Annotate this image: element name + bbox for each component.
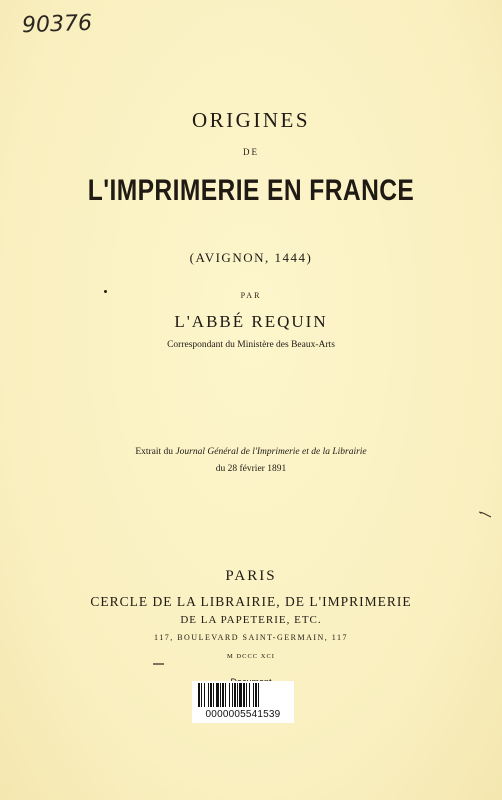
barcode-bar: [255, 683, 257, 707]
barcode-bar: [225, 683, 226, 707]
extract-date: du 28 février 1891: [215, 464, 287, 474]
journal-title: Journal Général de l'Imprimerie et de la Librairie: [175, 447, 367, 457]
imprint-place: PARIS: [225, 568, 277, 584]
title-line-origines: ORIGINES: [192, 108, 310, 132]
extract-prefix: Extrait du: [135, 447, 176, 457]
barcode-bar: [249, 683, 250, 707]
barcode-bar: [216, 683, 219, 707]
subtitle: (AVIGNON, 1444): [189, 250, 313, 265]
extract-note: [0, 447, 502, 457]
barcode-bar: [243, 683, 245, 707]
barcode-bar: [201, 683, 202, 707]
barcode-bar: [258, 683, 259, 707]
barcode-number: 0000005541539: [205, 709, 281, 720]
barcode-bar: [246, 683, 247, 707]
title-line-de: DE: [243, 147, 259, 157]
barcode-bar: [229, 683, 230, 707]
shelfmark-handwritten: 90376: [21, 10, 93, 39]
publisher-line-1: CERCLE DE LA LIBRAIRIE, DE L'IMPRIMERIE: [90, 594, 412, 609]
barcode-bar: [234, 683, 236, 707]
main-title: L'IMPRIMERIE EN FRANCE: [87, 174, 415, 207]
paper-speck: [478, 510, 492, 518]
publisher-address: 117, BOULEVARD SAINT-GERMAIN, 117: [153, 633, 349, 642]
par-label: PAR: [240, 291, 262, 300]
barcode-bar: [253, 683, 254, 707]
barcode-bar: [204, 683, 205, 707]
barcode-bar: [222, 683, 224, 707]
barcode-bar: [232, 683, 233, 707]
ink-mark: [152, 662, 166, 666]
author-name: L'ABBÉ REQUIN: [174, 312, 328, 331]
author-role: Correspondant du Ministère des Beaux-Arts: [167, 340, 335, 350]
publication-year: M DCCC XCI: [227, 653, 275, 660]
barcode-bar: [213, 683, 214, 707]
barcode-bar: [208, 683, 209, 707]
barcode-bar: [237, 683, 238, 707]
publisher-line-2: DE LA PAPETERIE, ETC.: [180, 614, 322, 626]
barcode-bar: [210, 683, 212, 707]
barcode-bar: [239, 683, 242, 707]
barcode-bar: [220, 683, 221, 707]
barcode-icon: [192, 681, 294, 709]
barcode-bar: [198, 683, 200, 707]
